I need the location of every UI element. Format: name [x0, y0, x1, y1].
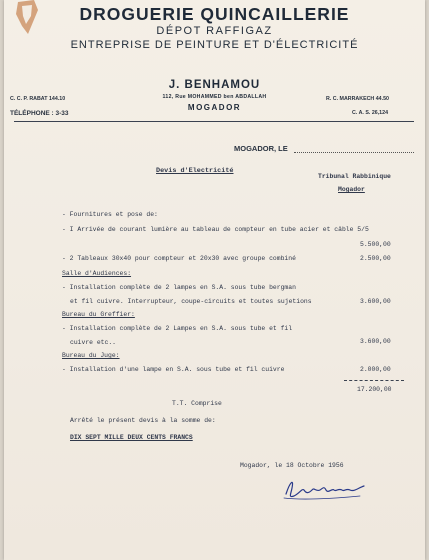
item2-amount: 2.500,00 [360, 255, 391, 262]
total-amount: 17.200,00 [357, 386, 392, 393]
recipient-line1: Tribunal Rabbinique [318, 173, 391, 180]
letterhead-address: 112, Rue MOHAMMED ben ABDALLAH [162, 94, 267, 100]
cas-number: C. A. S. 26,124 [352, 110, 389, 116]
letterhead-title: DROGUERIE QUINCAILLERIE [79, 4, 350, 24]
item1-amount: 5.500,00 [360, 241, 391, 248]
handwritten-signature [280, 476, 372, 502]
document-title: Devis d'Electricité [156, 167, 234, 175]
tax-note: T.T. Comprise [172, 400, 222, 407]
intro-line: - Fournitures et pose de: [62, 211, 158, 218]
document-page [4, 0, 425, 560]
closing-line: Arrêté le présent devis à la somme de: [70, 417, 216, 424]
signature-place-date: Mogador, le 18 Octobre 1956 [240, 462, 344, 469]
letterhead-business: ENTREPRISE DE PEINTURE ET D'ÉLECTRICITÉ [70, 39, 359, 51]
item5-line: - Installation d'une lampe en S.A. sous tube et fil cuivre [62, 366, 285, 373]
amount-in-words: DIX SEPT MILLE DEUX CENTS FRANCS [70, 434, 193, 441]
section-heading-3: Bureau du Juge: [62, 352, 120, 359]
ccp-number: C. C. P. RABAT 144.10 [10, 96, 66, 102]
letterhead-subtitle: DÉPOT RAFFIGAZ [156, 25, 273, 37]
letterhead-divider [14, 121, 414, 122]
letterhead-name: J. BENHAMOU [168, 79, 261, 91]
item4-amount: 3.600,00 [360, 338, 391, 345]
item4-line1: - Installation complète de 2 Lampes en S.A. sous tube et fil [62, 325, 293, 332]
letterhead-city: MOGADOR [187, 103, 242, 112]
place-date-label: MOGADOR, LE [234, 144, 288, 153]
telephone: TÉLÉPHONE : 3-33 [10, 110, 69, 117]
date-dotted-line [294, 152, 414, 153]
item4-line2: cuivre etc.. [70, 339, 117, 346]
item3-amount: 3.600,00 [360, 298, 391, 305]
item3-line1: - Installation complète de 2 lampes en S.A. sous tube bergman [62, 284, 296, 291]
item1-line: - I Arrivée de courant lumière au tableau de compteur en tube acier et câble 5/5 [62, 226, 369, 233]
recipient-line2: Mogador [338, 186, 365, 193]
section-heading-1: Salle d'Audiences: [62, 270, 132, 277]
section-heading-2: Bureau du Greffier: [62, 311, 135, 318]
rc-number: R. C. MARRAKECH 44.50 [326, 96, 389, 102]
item3-line2: et fil cuivre. Interrupteur, coupe-circuits et toutes sujetions [70, 298, 312, 305]
item2-line: - 2 Tableaux 30x40 pour compteur et 20x30 avec groupe combiné [62, 255, 296, 262]
item5-amount: 2.000,00 [360, 366, 391, 373]
total-divider [344, 380, 404, 381]
